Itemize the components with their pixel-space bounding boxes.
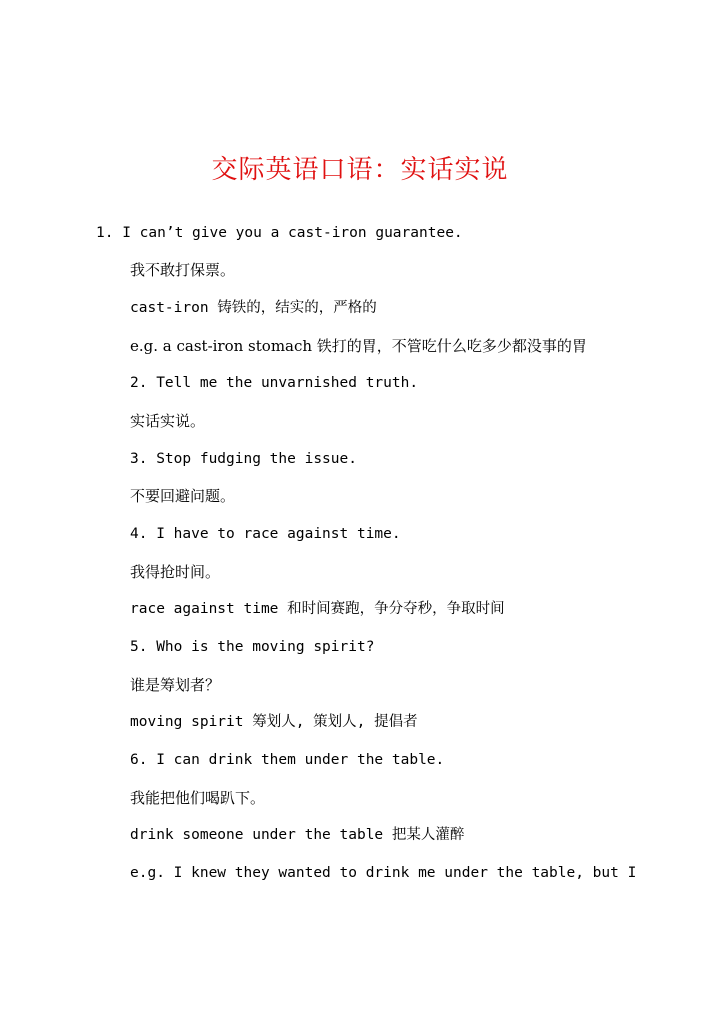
item-1-vocab: cast-iron 铸铁的，结实的，严格的	[130, 300, 377, 316]
item-4-chinese: 我得抢时间。	[130, 563, 221, 581]
item-3-english: 3. Stop fudging the issue.	[130, 451, 357, 467]
item-2-chinese: 实话实说。	[130, 412, 206, 430]
item-1-english: 1. I can’t give you a cast-iron guarantee.	[96, 225, 463, 241]
item-5-chinese: 谁是筹划者？	[130, 676, 221, 694]
item-1-chinese: 我不敢打保票。	[130, 261, 236, 279]
item-3-chinese: 不要回避问题。	[130, 487, 236, 505]
item-4-english: 4. I have to race against time.	[130, 526, 401, 542]
item-6-example: e.g. I knew they wanted to drink me under the table, but I	[130, 865, 637, 881]
item-2-english: 2. Tell me the unvarnished truth.	[130, 375, 419, 391]
item-6-english: 6. I can drink them under the table.	[130, 752, 445, 768]
item-6-chinese: 我能把他们喝趴下。	[130, 789, 266, 807]
item-5-vocab: moving spirit 筹划人, 策划人, 提倡者	[130, 714, 418, 730]
item-1-example: e.g. a cast-iron stomach 铁打的胃，不管吃什么吃多少都没事的胃	[130, 337, 587, 355]
page-title: 交际英语口语：实话实说	[211, 155, 509, 185]
item-4-vocab: race against time 和时间赛跑，争分夺秒，争取时间	[130, 601, 505, 617]
item-5-english: 5. Who is the moving spirit?	[130, 639, 375, 655]
item-6-vocab: drink someone under the table 把某人灌醉	[130, 827, 465, 843]
